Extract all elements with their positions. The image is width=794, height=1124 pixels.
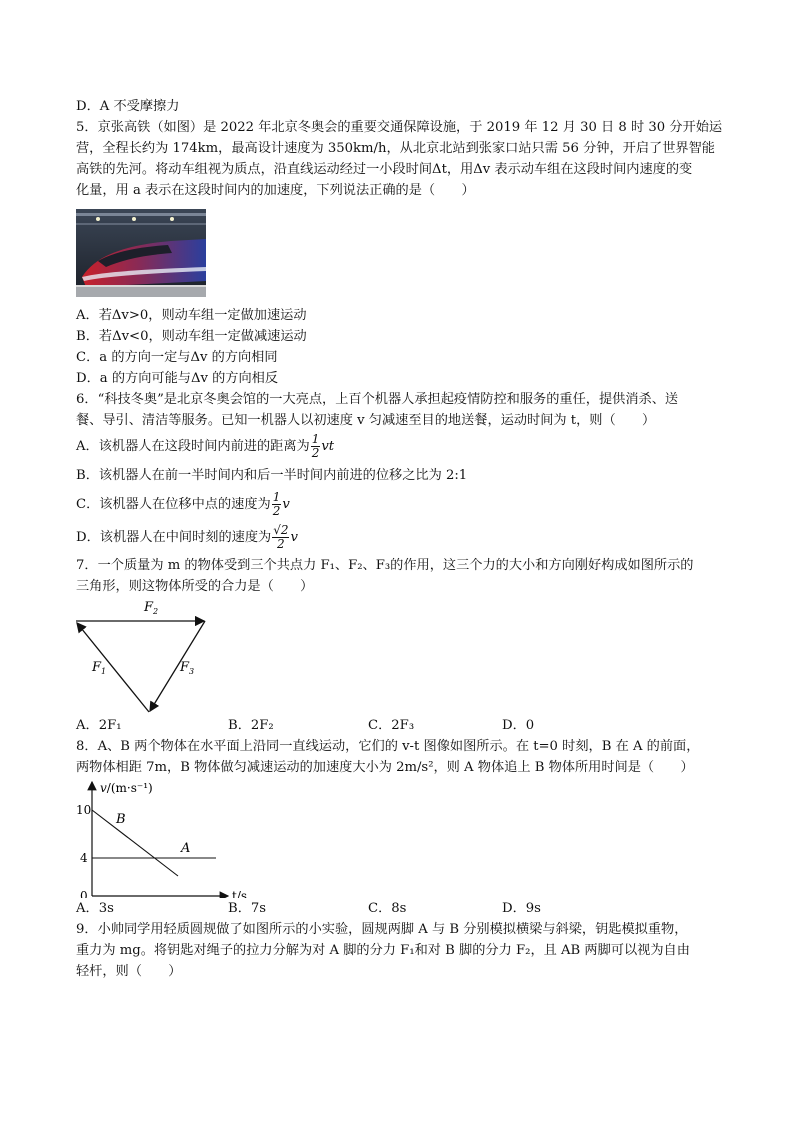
svg-text:t/s: t/s [232,889,248,898]
q8-option-c: C．8s [368,901,407,916]
q7-options [76,715,724,736]
svg-text:0: 0 [80,889,88,898]
svg-text:B: B [116,812,126,827]
exam-page [76,96,724,982]
q5-option-c: C．a 的方向一定与Δv 的方向相同 [76,350,278,365]
q6-option-c: C．该机器人在位移中点的速度为 $\frac{1}{2}$ v [76,490,290,518]
q8-option-a: A．3s [76,901,114,916]
svg-text:F3: $F_3$ [180,660,195,676]
q6-stem-line-1: 6．“科技冬奥”是北京冬奥会馆的一大亮点，上百个机器人承担起疫情防控和服务的重任，提供消杀、送 [76,392,679,407]
fraction: $\frac{1}{2}$ [272,490,281,518]
q5-stem-line-3: 高铁的先河。将动车组视为质点，沿直线运动经过一小段时间Δt，用Δv 表示动车组在这段时间内速度的变 [76,162,693,177]
q7-stem-line-2: 三角形，则这物体所受的合力是（ ） [76,579,314,594]
q6-option-a: A．该机器人在这段时间内前进的距离为 $\frac{1}{2}$ vt [76,432,335,460]
svg-text:F1: $F_1$ [92,660,107,676]
q7-option-a: A．2F₁ [76,718,122,733]
q9-stem-line-3: 轻杆，则（ ） [76,964,182,979]
q5-stem-line-2: 营，全程长约为 174km，最高设计速度为 350km/h，从北京北站到张家口站只需 56 分钟，开启了世界智能 [76,141,715,156]
q9-stem-line-1: 9．小帅同学用轻质圆规做了如图所示的小实验，圆规两脚 A 与 B 分别模拟横梁与斜梁，钥匙模拟重物， [76,922,688,937]
force-triangle-figure [76,597,724,715]
svg-text:4: 4 [80,851,88,865]
q7-option-d: D．0 [502,718,535,733]
q8-option-d: D．9s [502,901,541,916]
svg-text:F2: $F_2$ [144,600,159,616]
q8-option-b: B．7s [228,901,267,916]
vt-graph [76,778,724,898]
svg-text:vv/(m·s⁻¹)/(m·s⁻¹): v/(m·s⁻¹) [100,781,153,795]
q8-options [76,898,724,919]
q5-option-d: D．a 的方向可能与Δv 的方向相反 [76,371,279,386]
q5-option-a: A．若Δv>0，则动车组一定做加速运动 [76,308,307,323]
force-f3-arrow [150,621,205,711]
fraction: $\frac{1}{2}$ [311,432,320,460]
q7-stem-line-1: 7．一个质量为 m 的物体受到三个共点力 F₁、F₂、F₃的作用，这三个力的大小和方向刚好构成如图所示的 [76,558,694,573]
q5-stem-line-1: 5．京张高铁（如图）是 2022 年北京冬奥会的重要交通保障设施，于 2019 年 12 月 30 日 8 时 30 分开始运 [76,120,723,135]
q7-option-b: B．2F₂ [228,718,274,733]
q8-stem-line-2: 两物体相距 7m，B 物体做匀减速运动的加速度大小为 2m/s²，则 A 物体追上 B 物体所用时间是（ ） [76,760,694,775]
svg-text:A: A [181,841,191,856]
q6-option-d: D．该机器人在中间时刻的速度为 $\frac{√2}{2}$ v [76,523,298,551]
q9-stem-line-2: 重力为 mg。将钥匙对绳子的拉力分解为对 A 脚的分力 F₁和对 B 脚的分力 F₂，且 AB 两脚可以视为自由 [76,943,690,958]
q5-stem-line-4: 化量，用 a 表示在这段时间内的加速度，下列说法正确的是（ ） [76,183,475,198]
q4-option-d: D．A 不受摩擦力 [76,99,180,114]
svg-text:10: 10 [76,803,92,817]
q8-stem-line-1: 8．A、B 两个物体在水平面上沿同一直线运动，它们的 v-t 图像如图所示。在 t=0 时刻，B 在 A 的前面， [76,739,700,754]
q5-option-b: B．若Δv<0，则动车组一定做减速运动 [76,329,307,344]
q6-option-b: B．该机器人在前一半时间内和后一半时间内前进的位移之比为 2:1 [76,468,468,483]
force-f1-arrow [77,623,149,712]
fraction: $\frac{√2}{2}$ [273,523,289,551]
q6-stem-line-2: 餐、导引、清洁等服务。已知一机器人以初速度 v 匀减速至目的地送餐，运动时间为 t，则（ ） [76,413,656,428]
q7-option-c: C．2F₃ [368,718,415,733]
high-speed-train-photo [76,209,206,297]
line-b [92,810,178,876]
